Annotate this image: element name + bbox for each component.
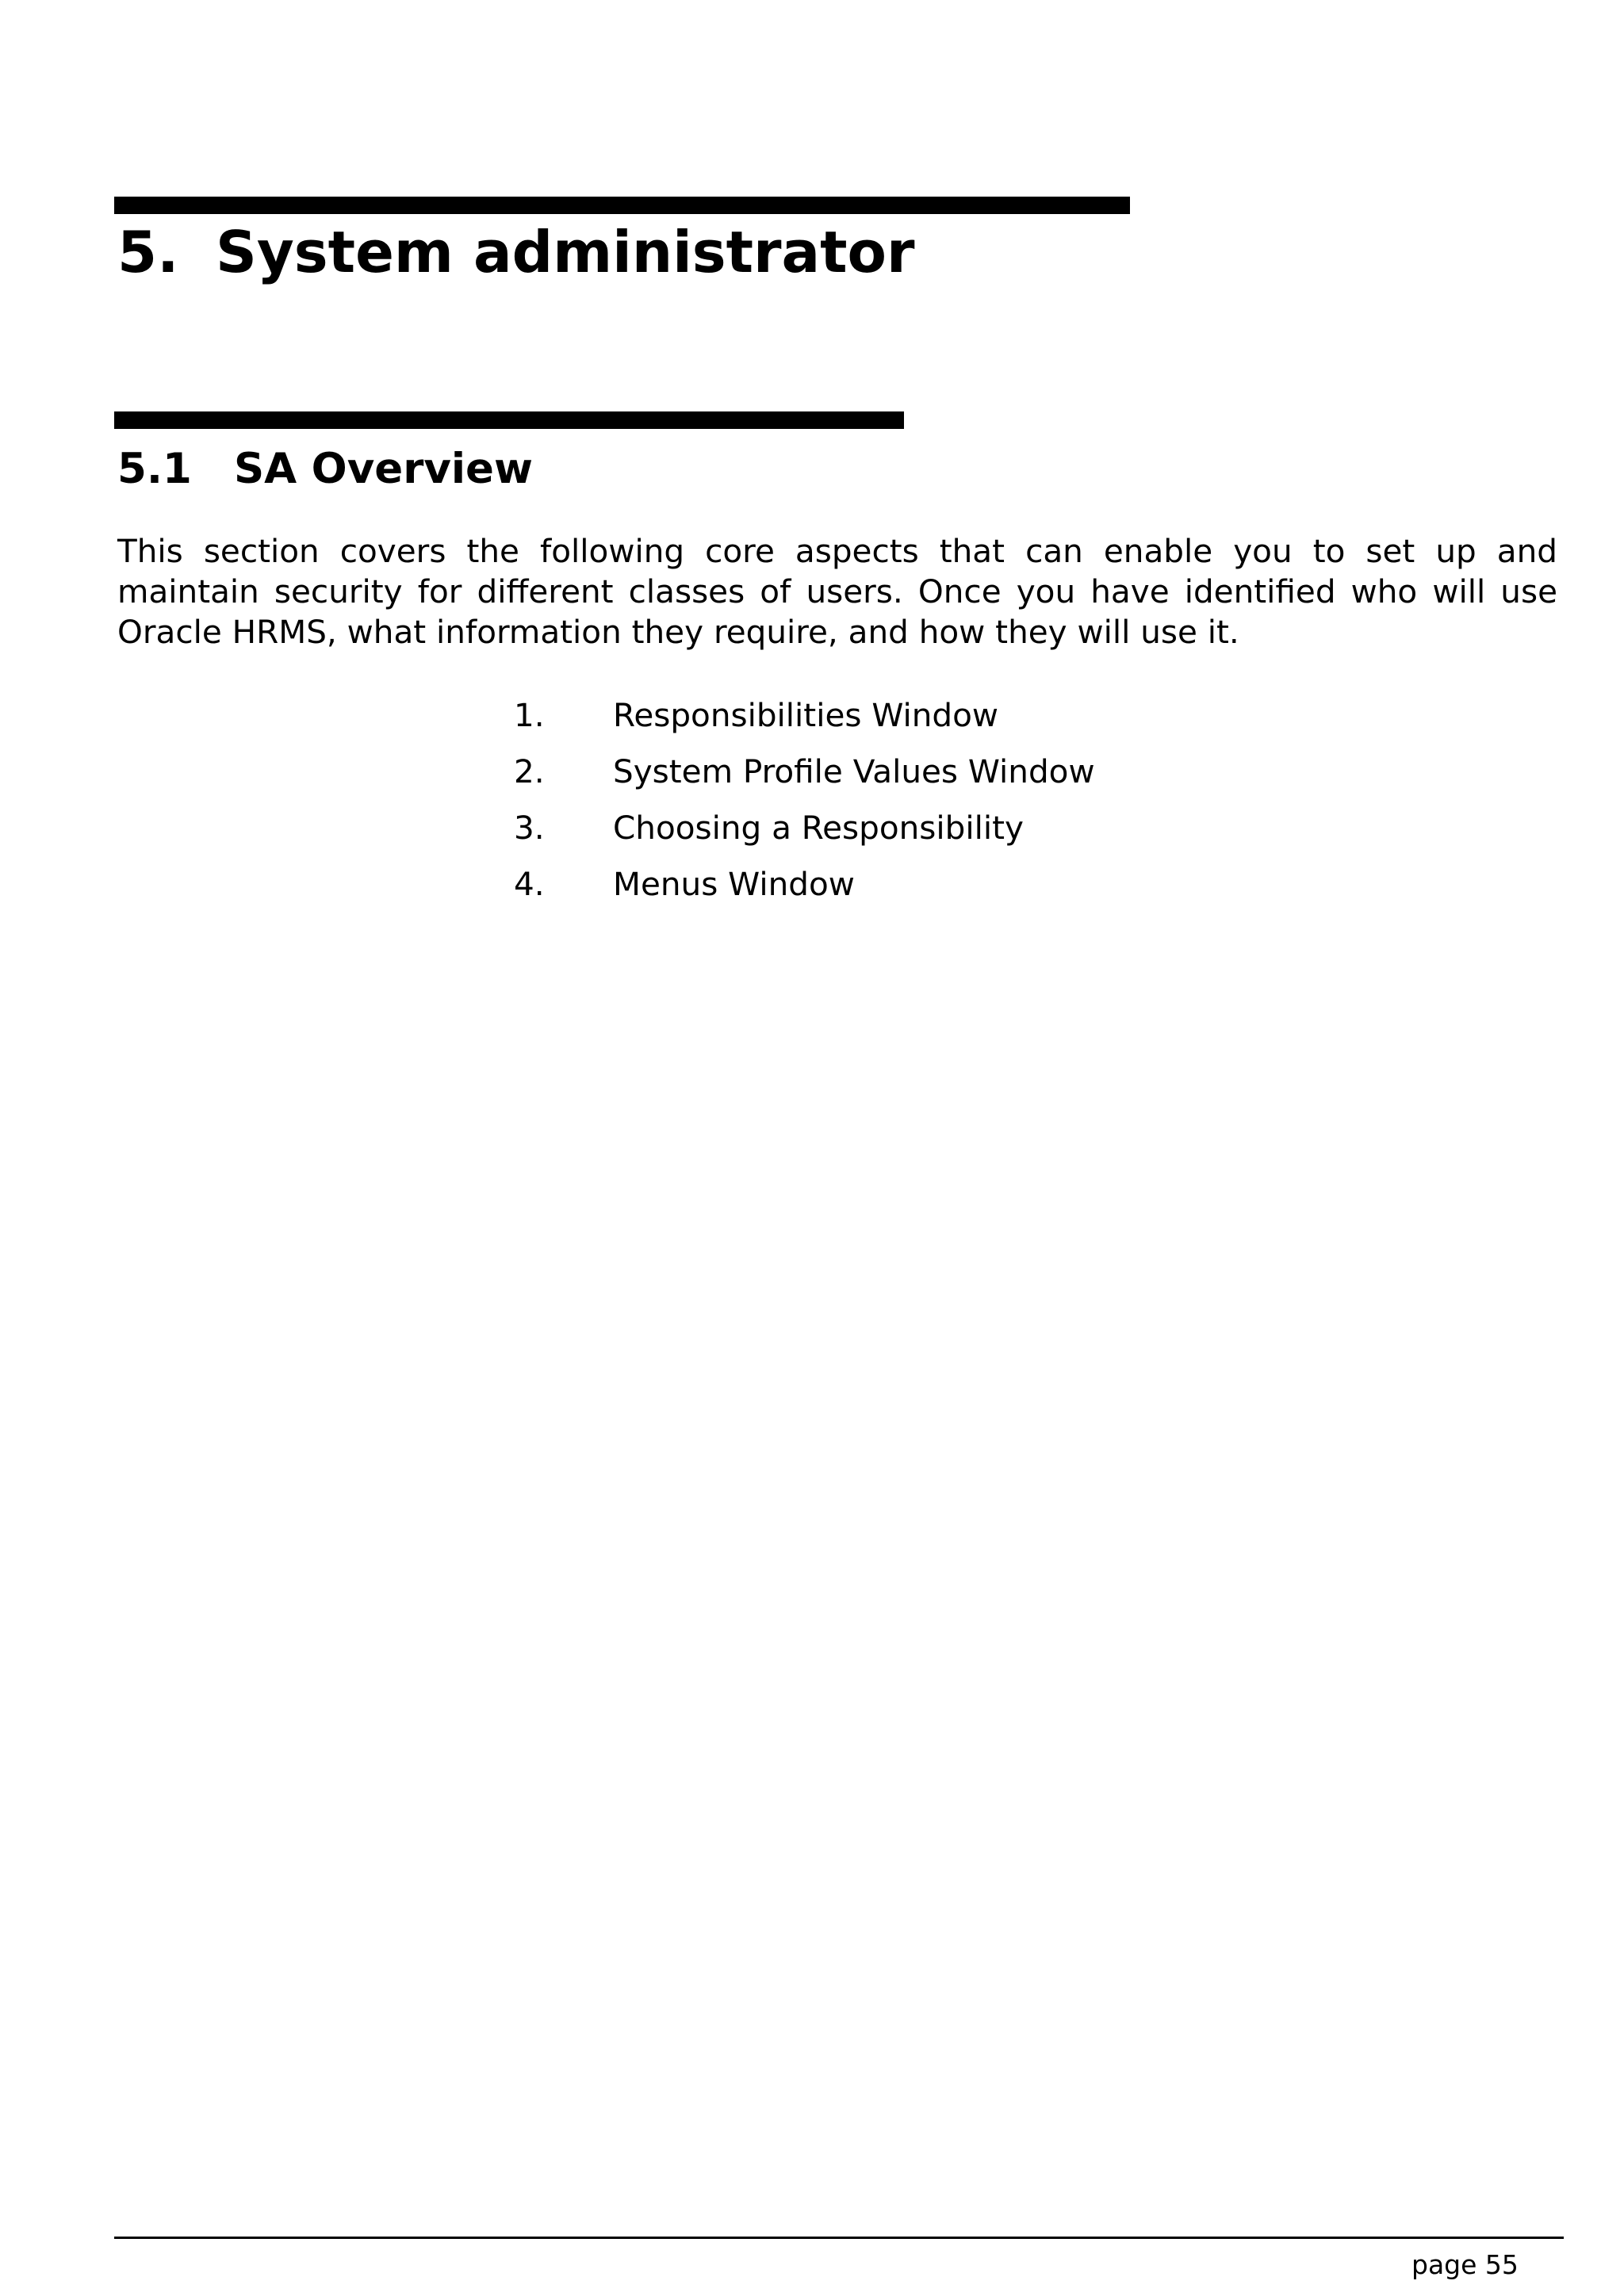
chapter-number: 5. [117, 219, 179, 285]
list-item-label: Menus Window [613, 865, 855, 903]
list-item-label: Choosing a Responsibility [613, 809, 1024, 847]
list-item [514, 800, 1095, 856]
list-item [514, 856, 1095, 913]
list-item [514, 687, 1095, 744]
aspect-list [514, 687, 1095, 913]
chapter-title: System administrator [216, 219, 915, 285]
page-number: page 55 [1411, 2249, 1519, 2280]
list-item-label: Responsibilities Window [613, 696, 999, 734]
section-divider [114, 411, 904, 429]
intro-paragraph: This section covers the following core aspects that can enable you to set up and maintain security for different classes of users. Once you have identified who will use Oracle HRMS, what information they require, and how they will use it. [117, 532, 1557, 651]
chapter-divider [114, 197, 1130, 214]
list-item-number: 2. [514, 752, 545, 790]
section-number: 5.1 [117, 445, 192, 493]
list-item-number: 1. [514, 696, 545, 734]
list-item-number: 4. [514, 865, 545, 903]
list-item-label: System Profile Values Window [613, 752, 1095, 790]
section-title: SA Overview [234, 445, 533, 493]
chapter-heading [117, 212, 915, 292]
list-item-number: 3. [514, 809, 545, 847]
section-heading [117, 438, 533, 501]
footer-divider [114, 2237, 1564, 2239]
list-item [514, 744, 1095, 800]
